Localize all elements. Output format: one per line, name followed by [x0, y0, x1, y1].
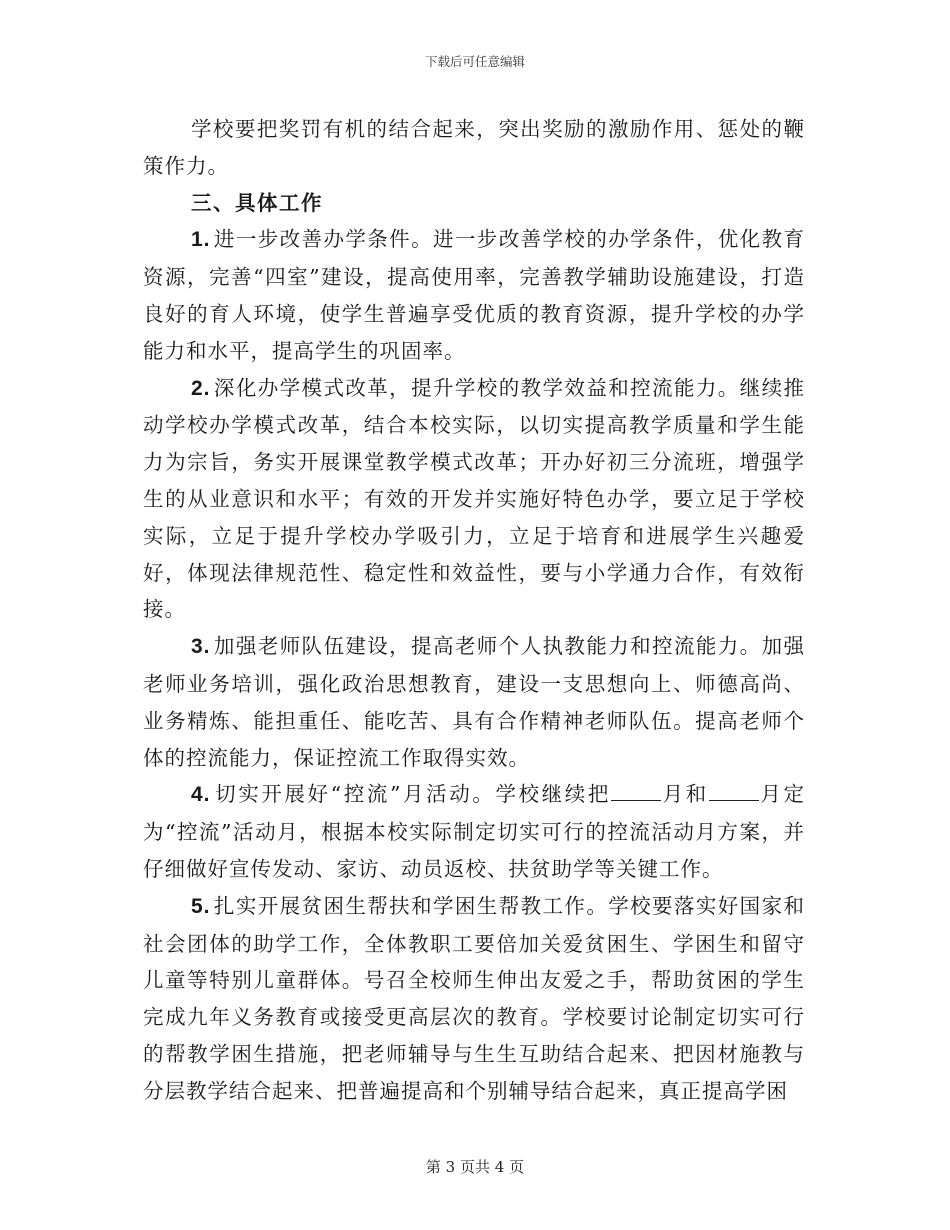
item-1-number: 1. — [191, 228, 211, 252]
item-5-text: 扎实开展贫困生帮扶和学困生帮教工作。学校要落实好国家和社会团体的助学工作，全体教职工要倍加关爱贫困生、学困生和留守儿童等特别儿童群体。号召全校师生伸出友爱之手，帮助贫困的学生完成九年义务教育或接受更高层次的教育。学校要讨论制定切实可行的帮教学困生措施，把老师辅导与生生互助结合起来、把因材施教与分层教学结合起来、把普遍提高和个别辅导结合起来，真正提高学困 — [143, 893, 805, 1103]
section-heading: 三、具体工作 — [191, 190, 323, 215]
item-2-number: 2. — [191, 376, 211, 400]
item-1-paragraph — [143, 221, 805, 369]
item-3-paragraph — [143, 628, 805, 776]
intro-paragraph: 学校要把奖罚有机的结合起来，突出奖励的激励作用、惩处的鞭策作力。 — [143, 117, 805, 178]
item-5-number: 5. — [191, 894, 211, 918]
item-4-number: 4. — [191, 783, 211, 807]
item-4-text-b: 月和 — [660, 782, 709, 807]
page-header: 下载后可任意编辑 — [424, 54, 525, 69]
item-1-text: 进一步改善办学条件。进一步改善学校的办学条件，优化教育资源，完善“四室”建设，提高使用率，完善教学辅助设施建设，打造良好的育人环境，使学生普遍享受优质的教育资源，提升学校的办学能力和水平，提高学生的巩固率。 — [143, 227, 805, 363]
item-5-paragraph — [143, 888, 805, 1110]
item-2-text: 深化办学模式改革，提升学校的教学效益和控流能力。继续推动学校办学模式改革，结合本校实际，以切实提高教学质量和学生能力为宗旨，务实开展课堂教学模式改革；开办好初三分流班，增强学生的从业意识和水平；有效的开发并实施好特色办学，要立足于学校实际，立足于提升学校办学吸引力，立足于培育和进展学生兴趣爱好，体现法律规范性、稳定性和效益性，要与小学通力合作，有效衔接。 — [143, 375, 805, 622]
item-2-paragraph — [143, 370, 805, 629]
item-4-text-a: 切实开展好“控流”月活动。学校继续把 — [213, 782, 611, 807]
document-body — [143, 111, 805, 1110]
item-3-text: 加强老师队伍建设，提高老师个人执教能力和控流能力。加强老师业务培训，强化政治思想教育，建设一支思想向上、师德高尚、业务精炼、能担重任、能吃苦、具有合作精神老师队伍。提高老师个体的控流能力，保证控流工作取得实效。 — [143, 634, 805, 770]
month-blank-1 — [611, 780, 661, 801]
page-footer: 第 3 页共 4 页 — [425, 1158, 525, 1176]
month-blank-2 — [709, 780, 759, 801]
item-3-number: 3. — [191, 635, 211, 659]
item-4-text-c: 月定为“控流”活动月，根据本校实际制定切实可行的控流活动月方案，并仔细做好宣传发动、家访、动员返校、扶贫助学等关键工作。 — [143, 782, 806, 881]
item-4-paragraph — [143, 776, 805, 887]
